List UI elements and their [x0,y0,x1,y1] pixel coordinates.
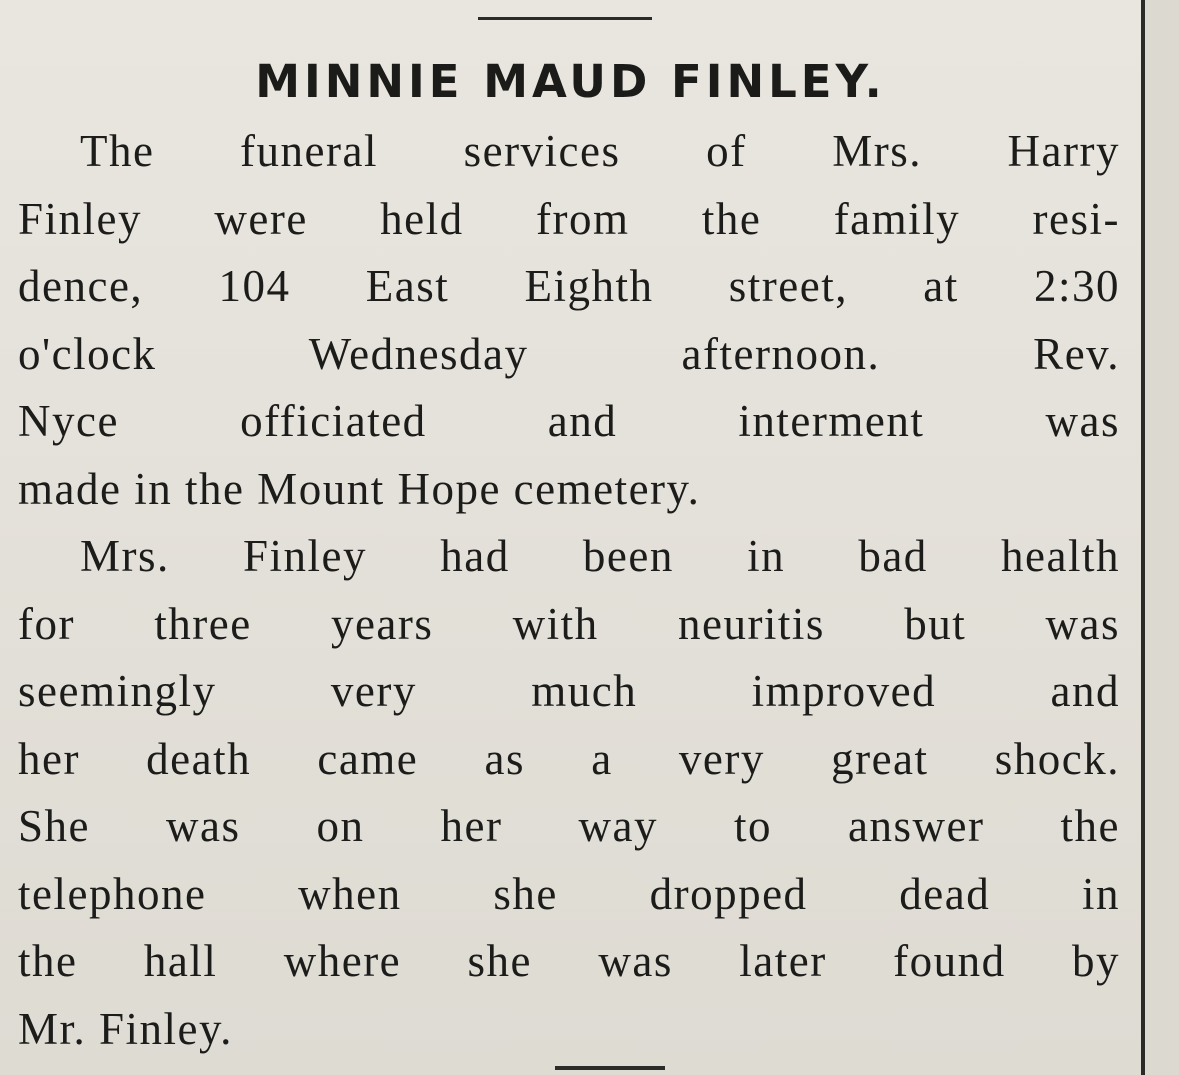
paragraph-1-line-6: made in the Mount Hope cemetery. [18,463,701,514]
paragraph-2-line-1: Mrs. Finley had been in bad health [80,531,1120,581]
top-divider-rule [478,17,652,20]
paragraph-1-line-1: The funeral services of Mrs. Harry [80,126,1120,176]
obituary-article [18,118,1120,1063]
paragraph-1-line-5: Nyce officiated and interment was [18,396,1120,446]
article-paragraph-1 [18,118,1120,523]
article-paragraph-2 [18,523,1120,1063]
paragraph-1-line-2: Finley were held from the family resi- [18,193,1120,244]
paragraph-2-line-7: the hall where she was later found by [18,936,1120,986]
obituary-headline: MINNIE MAUD FINLEY. [255,55,886,108]
paragraph-2-line-3: seemingly very much improved and [18,666,1120,716]
paragraph-2-line-8: Mr. Finley. [18,1003,233,1054]
paragraph-1-line-3: dence, 104 East Eighth street, at 2:30 [18,261,1120,311]
paragraph-2-line-4: her death came as a very great shock. [18,733,1120,784]
paragraph-2-line-6: telephone when she dropped dead in [18,868,1120,919]
paragraph-1-line-4: o'clock Wednesday afternoon. Rev. [18,328,1120,379]
paragraph-2-line-5: She was on her way to answer the [18,801,1120,851]
adjacent-column-margin [1145,0,1179,1075]
bottom-divider-rule [555,1066,665,1070]
paragraph-2-line-2: for three years with neuritis but was [18,598,1120,649]
